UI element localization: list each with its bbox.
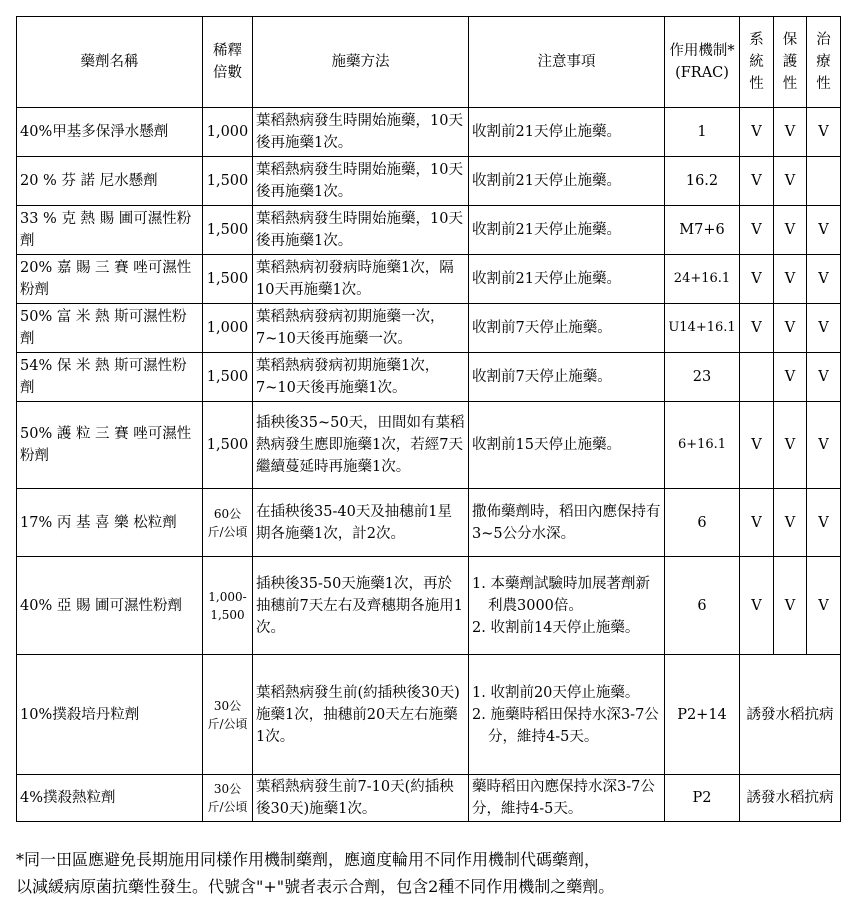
cell-notes [469, 775, 665, 822]
cell-notes [469, 206, 665, 255]
cell-notes [469, 353, 665, 402]
cell-method: 在插秧後35-40天及抽穗前1星期各施藥1次，計2次。 [253, 489, 469, 557]
cell-method: 葉稻熱病發生時開始施藥，10天後再施藥1次。 [253, 108, 469, 157]
note-line: 撒佈藥劑時，稻田內應保持有3~5公分水深。 [472, 503, 661, 542]
cell-notes [469, 108, 665, 157]
cell-frac: 6 [665, 489, 740, 557]
cell-name: 20% 嘉 賜 三 賽 唑可濕性粉劑 [17, 255, 203, 304]
cell-frac: P2+14 [665, 655, 740, 775]
cell-name: 50% 護 粒 三 賽 唑可濕性粉劑 [17, 402, 203, 489]
cell-frac: 23 [665, 353, 740, 402]
cell-frac: 6 [665, 557, 740, 655]
cell-systemic: V [740, 255, 774, 304]
cell-dilution: 1,500 [203, 353, 253, 402]
cell-method: 葉稻熱病初發病時施藥1次，隔10天再施藥1次。 [253, 255, 469, 304]
cell-curative: V [807, 304, 841, 353]
cell-protective: V [774, 557, 807, 655]
cell-dilution: 1,500 [203, 402, 253, 489]
cell-notes [469, 304, 665, 353]
cell-curative: V [807, 353, 841, 402]
cell-systemic [740, 353, 774, 402]
cell-method: 葉稻熱病發病初期施藥一次，7~10天後再施藥一次。 [253, 304, 469, 353]
cell-dilution: 30公斤/公頃 [203, 775, 253, 822]
header-dilution: 稀釋倍數 [203, 17, 253, 108]
cell-systemic: V [740, 489, 774, 557]
table-row [17, 304, 841, 353]
cell-dilution: 1,500 [203, 157, 253, 206]
cell-name: 40% 亞 賜 圃可濕性粉劑 [17, 557, 203, 655]
cell-dilution: 1,000 [203, 304, 253, 353]
cell-curative: V [807, 206, 841, 255]
note-line: 收割前21天停止施藥。 [472, 173, 621, 189]
note-line: 2. 施藥時稻田保持水深3-7公分，維持4-5天。 [472, 706, 659, 745]
cell-name: 50% 富 米 熱 斯可濕性粉劑 [17, 304, 203, 353]
cell-induced-resistance: 誘發水稻抗病 [740, 775, 841, 822]
table-header-row [17, 17, 841, 108]
header-curative: 治療性 [807, 17, 841, 108]
cell-protective: V [774, 157, 807, 206]
cell-method: 葉稻熱病發病初期施藥1次，7~10天後再施藥1次。 [253, 353, 469, 402]
cell-systemic: V [740, 157, 774, 206]
header-method: 施藥方法 [253, 17, 469, 108]
footnote-line-2: 以減緩病原菌抗藥性發生。代號含"+"號者表示合劑，包含2種不同作用機制之藥劑。 [16, 877, 615, 896]
cell-protective: V [774, 489, 807, 557]
cell-frac: 24+16.1 [665, 255, 740, 304]
cell-name: 33 % 克 熱 賜 圃可濕性粉劑 [17, 206, 203, 255]
note-line: 收割前15天停止施藥。 [472, 437, 621, 453]
cell-curative: V [807, 402, 841, 489]
cell-protective: V [774, 206, 807, 255]
cell-frac: M7+6 [665, 206, 740, 255]
note-line: 1. 收割前20天停止施藥。 [472, 684, 640, 701]
cell-dilution: 1,500 [203, 255, 253, 304]
table-row [17, 255, 841, 304]
cell-name: 20 % 芬 諾 尼水懸劑 [17, 157, 203, 206]
note-line: 收割前7天停止施藥。 [472, 369, 612, 385]
cell-frac: U14+16.1 [665, 304, 740, 353]
cell-protective: V [774, 108, 807, 157]
cell-method: 葉稻熱病發生時開始施藥，10天後再施藥1次。 [253, 206, 469, 255]
cell-dilution: 1,000-1,500 [203, 557, 253, 655]
table-row [17, 775, 841, 822]
table-row [17, 557, 841, 655]
note-line: 藥時稻田內應保持水深3-7公分，維持4-5天。 [472, 779, 655, 817]
note-line: 收割前21天停止施藥。 [472, 222, 621, 238]
table-row [17, 655, 841, 775]
footnote-line-1: *同一田區應避免長期施用同樣作用機制藥劑，應適度輪用不同作用機制代碼藥劑， [16, 850, 601, 869]
note-line: 1. 本藥劑試驗時加展著劑新利農3000倍。 [472, 575, 650, 614]
cell-curative [807, 157, 841, 206]
cell-systemic: V [740, 304, 774, 353]
cell-curative: V [807, 557, 841, 655]
header-systemic: 系統性 [740, 17, 774, 108]
cell-systemic: V [740, 206, 774, 255]
cell-dilution: 1,500 [203, 206, 253, 255]
cell-protective: V [774, 353, 807, 402]
cell-curative: V [807, 489, 841, 557]
cell-systemic: V [740, 402, 774, 489]
cell-curative: V [807, 255, 841, 304]
cell-frac: 16.2 [665, 157, 740, 206]
cell-induced-resistance: 誘發水稻抗病 [740, 655, 841, 775]
note-line: 收割前21天停止施藥。 [472, 124, 621, 140]
header-notes: 注意事項 [469, 17, 665, 108]
cell-protective: V [774, 255, 807, 304]
footnote [16, 846, 840, 900]
cell-frac: P2 [665, 775, 740, 822]
cell-systemic: V [740, 108, 774, 157]
cell-notes [469, 402, 665, 489]
cell-name: 4%撲殺熱粒劑 [17, 775, 203, 822]
table-row [17, 157, 841, 206]
cell-method: 插秧後35-50天施藥1次，再於抽穗前7天左右及齊穗期各施用1次。 [253, 557, 469, 655]
cell-notes [469, 255, 665, 304]
cell-notes [469, 655, 665, 775]
cell-frac: 1 [665, 108, 740, 157]
note-line: 2. 收割前14天停止施藥。 [472, 619, 640, 636]
cell-frac: 6+16.1 [665, 402, 740, 489]
cell-systemic: V [740, 557, 774, 655]
cell-name: 54% 保 米 熱 斯可濕性粉劑 [17, 353, 203, 402]
cell-curative: V [807, 108, 841, 157]
cell-method: 插秧後35~50天，田間如有葉稻熱病發生應即施藥1次，若經7天繼續蔓延時再施藥1次。 [253, 402, 469, 489]
cell-protective: V [774, 304, 807, 353]
table-row [17, 108, 841, 157]
table-row [17, 402, 841, 489]
table-row [17, 206, 841, 255]
cell-name: 40%甲基多保淨水懸劑 [17, 108, 203, 157]
cell-dilution: 60公斤/公頃 [203, 489, 253, 557]
header-frac: 作用機制*(FRAC) [665, 17, 740, 108]
cell-protective: V [774, 402, 807, 489]
cell-method: 葉稻熱病發生前7-10天(約插秧後30天)施藥1次。 [253, 775, 469, 822]
table-row [17, 489, 841, 557]
cell-notes [469, 557, 665, 655]
note-line: 收割前7天停止施藥。 [472, 320, 612, 336]
cell-name: 10%撲殺培丹粒劑 [17, 655, 203, 775]
table-row [17, 353, 841, 402]
header-protective: 保護性 [774, 17, 807, 108]
fungicide-table [16, 16, 841, 822]
cell-dilution: 1,000 [203, 108, 253, 157]
cell-dilution: 30公斤/公頃 [203, 655, 253, 775]
note-line: 收割前21天停止施藥。 [472, 271, 621, 287]
cell-name: 17% 丙 基 喜 樂 松粒劑 [17, 489, 203, 557]
cell-notes [469, 157, 665, 206]
cell-method: 葉稻熱病發生前(約插秧後30天)施藥1次，抽穗前20天左右施藥1次。 [253, 655, 469, 775]
cell-method: 葉稻熱病發生時開始施藥，10天後再施藥1次。 [253, 157, 469, 206]
cell-notes [469, 489, 665, 557]
header-name: 藥劑名稱 [17, 17, 203, 108]
